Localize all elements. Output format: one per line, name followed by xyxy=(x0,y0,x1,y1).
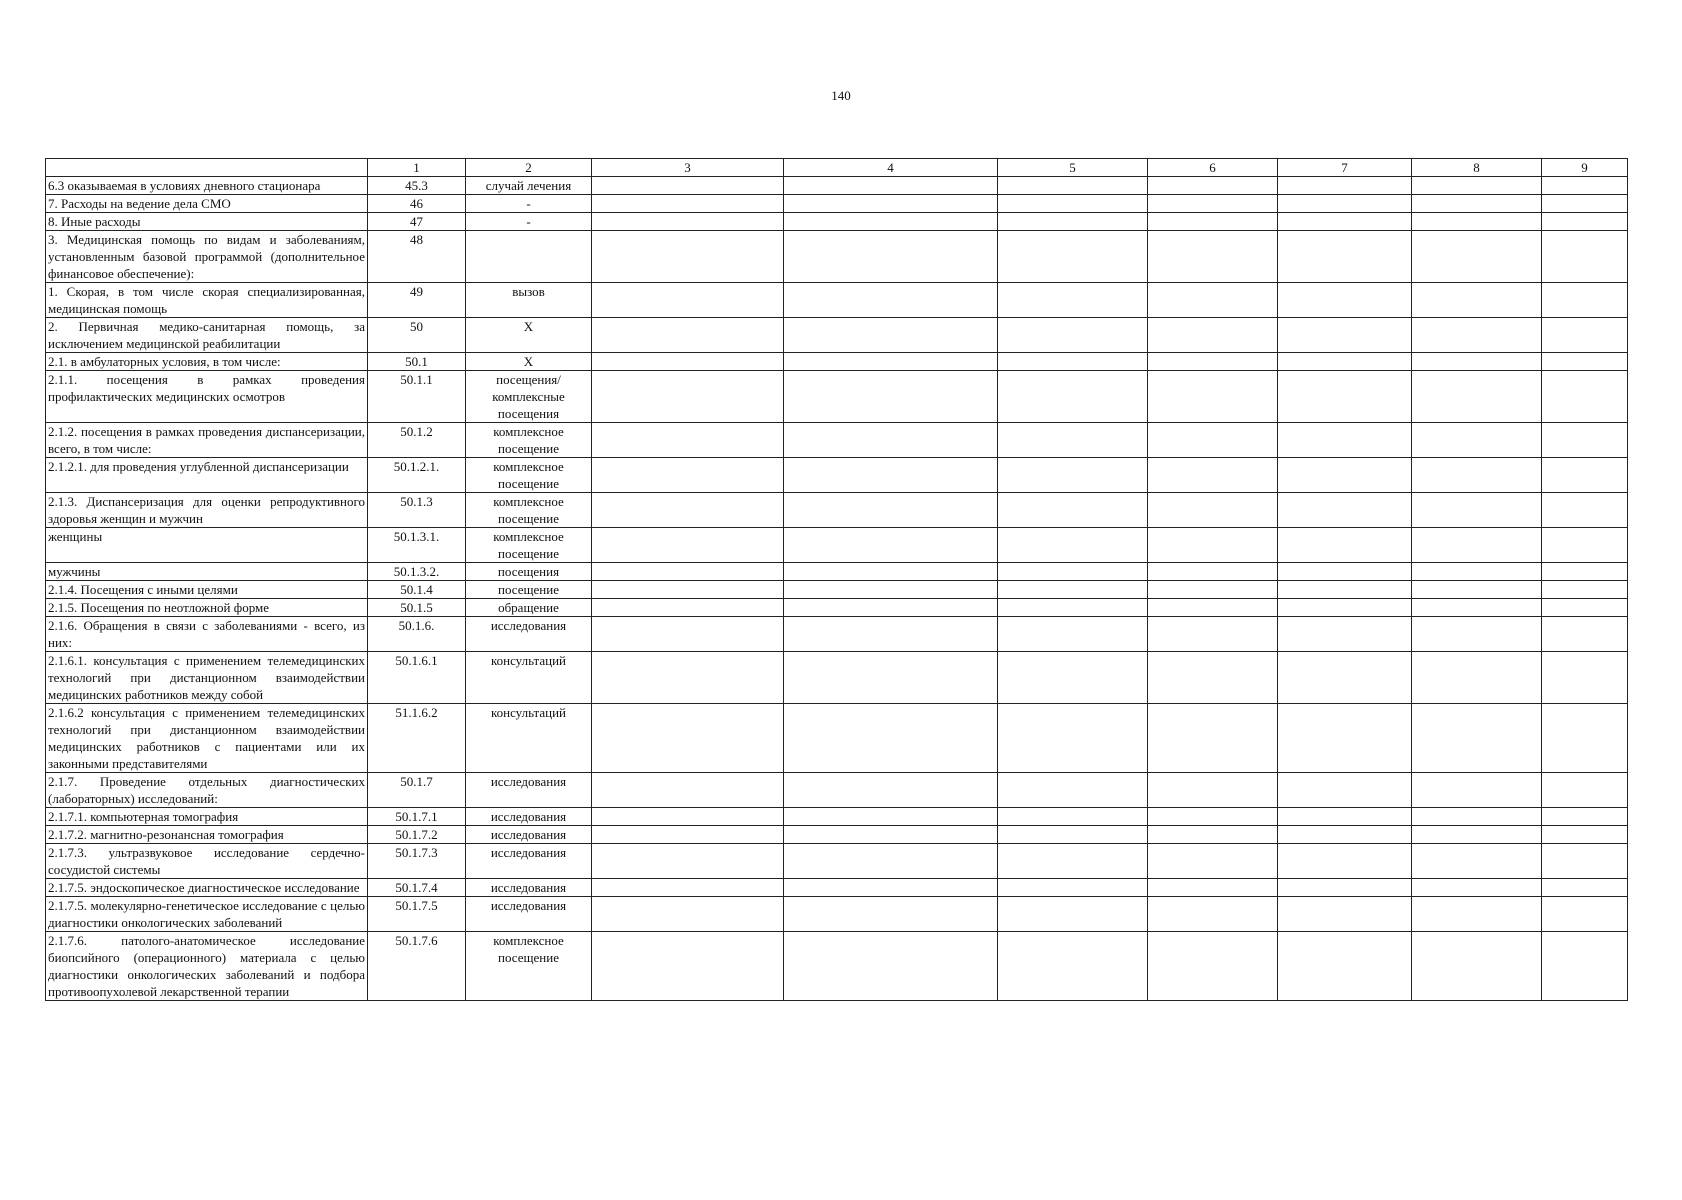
empty-value-cell xyxy=(998,177,1148,195)
row-code-cell: 50 xyxy=(368,318,466,353)
row-code-cell: 48 xyxy=(368,231,466,283)
empty-value-cell xyxy=(1542,581,1628,599)
empty-value-cell xyxy=(1412,493,1542,528)
empty-value-cell xyxy=(1412,617,1542,652)
header-cell: 2 xyxy=(466,159,592,177)
empty-value-cell xyxy=(784,528,998,563)
header-cell: 1 xyxy=(368,159,466,177)
empty-value-cell xyxy=(784,231,998,283)
row-unit-cell: Х xyxy=(466,353,592,371)
empty-value-cell xyxy=(1542,177,1628,195)
table-row xyxy=(46,458,1628,493)
report-table xyxy=(45,158,1628,1001)
empty-value-cell xyxy=(1148,704,1278,773)
row-name-cell: 2.1.3. Диспансеризация для оценки репродуктивного здоровья женщин и мужчин xyxy=(46,493,368,528)
empty-value-cell xyxy=(1148,599,1278,617)
empty-value-cell xyxy=(592,652,784,704)
empty-value-cell xyxy=(784,458,998,493)
row-name-cell: 1. Скорая, в том числе скорая специализированная, медицинская помощь xyxy=(46,283,368,318)
empty-value-cell xyxy=(998,195,1148,213)
empty-value-cell xyxy=(784,652,998,704)
empty-value-cell xyxy=(784,283,998,318)
row-unit-cell: исследования xyxy=(466,826,592,844)
empty-value-cell xyxy=(1278,458,1412,493)
row-name-cell: 8. Иные расходы xyxy=(46,213,368,231)
empty-value-cell xyxy=(1542,932,1628,1001)
empty-value-cell xyxy=(1412,563,1542,581)
empty-value-cell xyxy=(1278,493,1412,528)
empty-value-cell xyxy=(592,808,784,826)
empty-value-cell xyxy=(592,213,784,231)
row-unit-cell: консультаций xyxy=(466,704,592,773)
empty-value-cell xyxy=(998,353,1148,371)
row-code-cell: 50.1.2 xyxy=(368,423,466,458)
row-name-cell: 2.1.5. Посещения по неотложной форме xyxy=(46,599,368,617)
empty-value-cell xyxy=(1148,371,1278,423)
empty-value-cell xyxy=(998,231,1148,283)
row-unit-cell: обращение xyxy=(466,599,592,617)
empty-value-cell xyxy=(592,458,784,493)
empty-value-cell xyxy=(1148,844,1278,879)
empty-value-cell xyxy=(998,371,1148,423)
empty-value-cell xyxy=(1148,195,1278,213)
table-row xyxy=(46,826,1628,844)
table-row xyxy=(46,652,1628,704)
empty-value-cell xyxy=(998,599,1148,617)
empty-value-cell xyxy=(1148,318,1278,353)
empty-value-cell xyxy=(998,423,1148,458)
empty-value-cell xyxy=(1278,617,1412,652)
empty-value-cell xyxy=(1542,195,1628,213)
row-name-cell: 3. Медицинская помощь по видам и заболеваниям, установленным базовой программой (дополнительное финансовое обеспечение): xyxy=(46,231,368,283)
table-row xyxy=(46,283,1628,318)
empty-value-cell xyxy=(1148,581,1278,599)
empty-value-cell xyxy=(1148,423,1278,458)
row-name-cell: 2.1.7.5. молекулярно-генетическое исследование с целью диагностики онкологических заболеваний xyxy=(46,897,368,932)
empty-value-cell xyxy=(784,617,998,652)
empty-value-cell xyxy=(1148,353,1278,371)
row-name-cell: 2.1.7.3. ультразвуковое исследование сердечно-сосудистой системы xyxy=(46,844,368,879)
row-code-cell: 50.1.6. xyxy=(368,617,466,652)
empty-value-cell xyxy=(1278,213,1412,231)
empty-value-cell xyxy=(1148,897,1278,932)
row-unit-cell: комплексное посещение xyxy=(466,528,592,563)
row-name-cell: 2.1.2. посещения в рамках проведения диспансеризации, всего, в том числе: xyxy=(46,423,368,458)
empty-value-cell xyxy=(1148,283,1278,318)
empty-value-cell xyxy=(784,808,998,826)
row-unit-cell: посещения xyxy=(466,563,592,581)
row-unit-cell: исследования xyxy=(466,879,592,897)
empty-value-cell xyxy=(1542,213,1628,231)
empty-value-cell xyxy=(998,458,1148,493)
row-unit-cell: комплексное посещение xyxy=(466,493,592,528)
empty-value-cell xyxy=(1412,423,1542,458)
row-name-cell: 2.1.2.1. для проведения углубленной диспансеризации xyxy=(46,458,368,493)
empty-value-cell xyxy=(1278,844,1412,879)
row-code-cell: 50.1.1 xyxy=(368,371,466,423)
empty-value-cell xyxy=(1278,581,1412,599)
empty-value-cell xyxy=(592,932,784,1001)
table-row xyxy=(46,773,1628,808)
row-unit-cell: исследования xyxy=(466,617,592,652)
empty-value-cell xyxy=(1148,528,1278,563)
row-code-cell: 50.1 xyxy=(368,353,466,371)
empty-value-cell xyxy=(592,423,784,458)
empty-value-cell xyxy=(1278,599,1412,617)
row-unit-cell: комплексное посещение xyxy=(466,932,592,1001)
empty-value-cell xyxy=(1542,897,1628,932)
row-code-cell: 50.1.7.2 xyxy=(368,826,466,844)
empty-value-cell xyxy=(592,599,784,617)
report-table-body xyxy=(46,159,1628,1001)
row-code-cell: 50.1.3.1. xyxy=(368,528,466,563)
empty-value-cell xyxy=(784,599,998,617)
empty-value-cell xyxy=(1542,528,1628,563)
empty-value-cell xyxy=(1412,195,1542,213)
row-code-cell: 50.1.6.1 xyxy=(368,652,466,704)
empty-value-cell xyxy=(1412,652,1542,704)
table-row xyxy=(46,493,1628,528)
empty-value-cell xyxy=(1412,528,1542,563)
empty-value-cell xyxy=(1412,932,1542,1001)
empty-value-cell xyxy=(592,318,784,353)
empty-value-cell xyxy=(1412,704,1542,773)
empty-value-cell xyxy=(1148,879,1278,897)
empty-value-cell xyxy=(1278,773,1412,808)
row-unit-cell: вызов xyxy=(466,283,592,318)
empty-value-cell xyxy=(1148,177,1278,195)
table-row xyxy=(46,213,1628,231)
empty-value-cell xyxy=(1542,231,1628,283)
empty-value-cell xyxy=(998,493,1148,528)
empty-value-cell xyxy=(784,844,998,879)
empty-value-cell xyxy=(1542,283,1628,318)
row-name-cell: женщины xyxy=(46,528,368,563)
table-row xyxy=(46,318,1628,353)
row-name-cell: 7. Расходы на ведение дела СМО xyxy=(46,195,368,213)
empty-value-cell xyxy=(1278,563,1412,581)
empty-value-cell xyxy=(1278,353,1412,371)
empty-value-cell xyxy=(784,213,998,231)
row-name-cell: 2.1.7.1. компьютерная томография xyxy=(46,808,368,826)
empty-value-cell xyxy=(592,231,784,283)
empty-value-cell xyxy=(592,826,784,844)
table-row xyxy=(46,844,1628,879)
row-unit-cell: комплексное посещение xyxy=(466,423,592,458)
row-code-cell: 50.1.7.1 xyxy=(368,808,466,826)
header-cell: 9 xyxy=(1542,159,1628,177)
empty-value-cell xyxy=(1542,704,1628,773)
row-code-cell: 50.1.7.6 xyxy=(368,932,466,1001)
empty-value-cell xyxy=(592,704,784,773)
empty-value-cell xyxy=(998,773,1148,808)
row-code-cell: 50.1.3.2. xyxy=(368,563,466,581)
empty-value-cell xyxy=(998,528,1148,563)
row-code-cell: 50.1.7.3 xyxy=(368,844,466,879)
empty-value-cell xyxy=(1412,353,1542,371)
empty-value-cell xyxy=(1412,826,1542,844)
empty-value-cell xyxy=(1278,826,1412,844)
empty-value-cell xyxy=(1412,599,1542,617)
row-unit-cell xyxy=(466,231,592,283)
empty-value-cell xyxy=(998,563,1148,581)
header-cell xyxy=(46,159,368,177)
empty-value-cell xyxy=(592,563,784,581)
empty-value-cell xyxy=(1148,652,1278,704)
empty-value-cell xyxy=(1148,932,1278,1001)
empty-value-cell xyxy=(1542,371,1628,423)
empty-value-cell xyxy=(1412,581,1542,599)
row-name-cell: 2.1.4. Посещения с иными целями xyxy=(46,581,368,599)
row-unit-cell: посещение xyxy=(466,581,592,599)
empty-value-cell xyxy=(998,213,1148,231)
table-row xyxy=(46,195,1628,213)
row-name-cell: 6.3 оказываемая в условиях дневного стационара xyxy=(46,177,368,195)
empty-value-cell xyxy=(592,617,784,652)
table-row xyxy=(46,353,1628,371)
empty-value-cell xyxy=(592,844,784,879)
empty-value-cell xyxy=(1412,283,1542,318)
row-unit-cell: - xyxy=(466,213,592,231)
empty-value-cell xyxy=(1278,652,1412,704)
empty-value-cell xyxy=(784,563,998,581)
row-unit-cell: комплексное посещение xyxy=(466,458,592,493)
empty-value-cell xyxy=(1542,353,1628,371)
empty-value-cell xyxy=(1412,773,1542,808)
empty-value-cell xyxy=(998,826,1148,844)
header-cell: 8 xyxy=(1412,159,1542,177)
empty-value-cell xyxy=(1278,932,1412,1001)
header-cell: 7 xyxy=(1278,159,1412,177)
empty-value-cell xyxy=(1278,808,1412,826)
empty-value-cell xyxy=(1542,318,1628,353)
empty-value-cell xyxy=(1412,879,1542,897)
header-cell: 3 xyxy=(592,159,784,177)
empty-value-cell xyxy=(1148,563,1278,581)
empty-value-cell xyxy=(1412,897,1542,932)
table-row xyxy=(46,528,1628,563)
empty-value-cell xyxy=(1278,423,1412,458)
row-code-cell: 46 xyxy=(368,195,466,213)
table-row xyxy=(46,897,1628,932)
empty-value-cell xyxy=(592,879,784,897)
header-cell: 5 xyxy=(998,159,1148,177)
empty-value-cell xyxy=(784,581,998,599)
empty-value-cell xyxy=(592,581,784,599)
empty-value-cell xyxy=(1278,879,1412,897)
empty-value-cell xyxy=(1542,652,1628,704)
row-code-cell: 50.1.7 xyxy=(368,773,466,808)
empty-value-cell xyxy=(592,353,784,371)
row-unit-cell: консультаций xyxy=(466,652,592,704)
empty-value-cell xyxy=(592,493,784,528)
row-code-cell: 47 xyxy=(368,213,466,231)
row-code-cell: 50.1.7.5 xyxy=(368,897,466,932)
empty-value-cell xyxy=(1278,283,1412,318)
row-name-cell: 2.1.7.5. эндоскопическое диагностическое исследование xyxy=(46,879,368,897)
row-code-cell: 51.1.6.2 xyxy=(368,704,466,773)
empty-value-cell xyxy=(784,371,998,423)
empty-value-cell xyxy=(1542,879,1628,897)
row-name-cell: 2.1.6.2 консультация с применением телемедицинских технологий при дистанционном взаимодействии медицинских работников с пациентами или их законными представителями xyxy=(46,704,368,773)
row-code-cell: 50.1.7.4 xyxy=(368,879,466,897)
empty-value-cell xyxy=(1542,458,1628,493)
table-row xyxy=(46,808,1628,826)
row-name-cell: 2.1. в амбулаторных условия, в том числе: xyxy=(46,353,368,371)
empty-value-cell xyxy=(998,844,1148,879)
empty-value-cell xyxy=(998,318,1148,353)
empty-value-cell xyxy=(998,581,1148,599)
empty-value-cell xyxy=(1412,808,1542,826)
empty-value-cell xyxy=(1412,458,1542,493)
row-unit-cell: исследования xyxy=(466,773,592,808)
empty-value-cell xyxy=(784,932,998,1001)
row-code-cell: 50.1.2.1. xyxy=(368,458,466,493)
empty-value-cell xyxy=(1542,617,1628,652)
empty-value-cell xyxy=(1148,458,1278,493)
row-unit-cell: исследования xyxy=(466,897,592,932)
table-row xyxy=(46,563,1628,581)
table-row xyxy=(46,423,1628,458)
empty-value-cell xyxy=(784,318,998,353)
empty-value-cell xyxy=(998,617,1148,652)
empty-value-cell xyxy=(784,879,998,897)
row-name-cell: 2.1.7.6. патолого-анатомическое исследование биопсийного (операционного) материала с целью диагностики онкологических заболеваний и подбора противоопухолевой лекарственной терапии xyxy=(46,932,368,1001)
empty-value-cell xyxy=(784,195,998,213)
empty-value-cell xyxy=(998,808,1148,826)
empty-value-cell xyxy=(1278,195,1412,213)
empty-value-cell xyxy=(1542,563,1628,581)
empty-value-cell xyxy=(998,704,1148,773)
empty-value-cell xyxy=(998,283,1148,318)
row-unit-cell: Х xyxy=(466,318,592,353)
empty-value-cell xyxy=(1412,371,1542,423)
table-row xyxy=(46,371,1628,423)
table-row xyxy=(46,932,1628,1001)
empty-value-cell xyxy=(592,897,784,932)
table-row xyxy=(46,177,1628,195)
table-row xyxy=(46,231,1628,283)
empty-value-cell xyxy=(1148,493,1278,528)
row-name-cell: мужчины xyxy=(46,563,368,581)
header-cell: 6 xyxy=(1148,159,1278,177)
empty-value-cell xyxy=(1412,844,1542,879)
row-name-cell: 2.1.7. Проведение отдельных диагностических (лабораторных) исследований: xyxy=(46,773,368,808)
empty-value-cell xyxy=(1542,423,1628,458)
empty-value-cell xyxy=(1412,231,1542,283)
empty-value-cell xyxy=(998,879,1148,897)
empty-value-cell xyxy=(592,177,784,195)
empty-value-cell xyxy=(1278,528,1412,563)
empty-value-cell xyxy=(1542,773,1628,808)
empty-value-cell xyxy=(1148,231,1278,283)
row-name-cell: 2.1.1. посещения в рамках проведения профилактических медицинских осмотров xyxy=(46,371,368,423)
page-number: 140 xyxy=(831,88,851,103)
empty-value-cell xyxy=(998,897,1148,932)
empty-value-cell xyxy=(784,773,998,808)
empty-value-cell xyxy=(1278,318,1412,353)
empty-value-cell xyxy=(1542,826,1628,844)
empty-value-cell xyxy=(1412,213,1542,231)
row-code-cell: 49 xyxy=(368,283,466,318)
row-unit-cell: - xyxy=(466,195,592,213)
empty-value-cell xyxy=(784,704,998,773)
row-unit-cell: посещения/ комплексные посещения xyxy=(466,371,592,423)
empty-value-cell xyxy=(1278,371,1412,423)
empty-value-cell xyxy=(784,423,998,458)
empty-value-cell xyxy=(592,371,784,423)
empty-value-cell xyxy=(1278,897,1412,932)
empty-value-cell xyxy=(1412,318,1542,353)
row-code-cell: 45.3 xyxy=(368,177,466,195)
row-unit-cell: случай лечения xyxy=(466,177,592,195)
empty-value-cell xyxy=(1278,704,1412,773)
row-unit-cell: исследования xyxy=(466,844,592,879)
table-row xyxy=(46,704,1628,773)
empty-value-cell xyxy=(1412,177,1542,195)
empty-value-cell xyxy=(592,195,784,213)
empty-value-cell xyxy=(1542,599,1628,617)
empty-value-cell xyxy=(998,932,1148,1001)
empty-value-cell xyxy=(592,283,784,318)
empty-value-cell xyxy=(998,652,1148,704)
empty-value-cell xyxy=(784,826,998,844)
empty-value-cell xyxy=(1542,493,1628,528)
empty-value-cell xyxy=(1278,177,1412,195)
table-row xyxy=(46,581,1628,599)
row-name-cell: 2.1.7.2. магнитно-резонансная томография xyxy=(46,826,368,844)
empty-value-cell xyxy=(784,897,998,932)
table-row xyxy=(46,617,1628,652)
row-code-cell: 50.1.3 xyxy=(368,493,466,528)
row-name-cell: 2.1.6. Обращения в связи с заболеваниями - всего, из них: xyxy=(46,617,368,652)
empty-value-cell xyxy=(592,528,784,563)
empty-value-cell xyxy=(1148,808,1278,826)
row-name-cell: 2.1.6.1. консультация с применением телемедицинских технологий при дистанционном взаимодействии медицинских работников между собой xyxy=(46,652,368,704)
empty-value-cell xyxy=(1148,826,1278,844)
row-unit-cell: исследования xyxy=(466,808,592,826)
empty-value-cell xyxy=(1278,231,1412,283)
row-code-cell: 50.1.4 xyxy=(368,581,466,599)
empty-value-cell xyxy=(1148,773,1278,808)
empty-value-cell xyxy=(1148,617,1278,652)
empty-value-cell xyxy=(1148,213,1278,231)
header-cell: 4 xyxy=(784,159,998,177)
table-row xyxy=(46,879,1628,897)
column-number-row xyxy=(46,159,1628,177)
empty-value-cell xyxy=(592,773,784,808)
row-code-cell: 50.1.5 xyxy=(368,599,466,617)
empty-value-cell xyxy=(784,493,998,528)
empty-value-cell xyxy=(784,177,998,195)
empty-value-cell xyxy=(1542,844,1628,879)
empty-value-cell xyxy=(784,353,998,371)
table-row xyxy=(46,599,1628,617)
row-name-cell: 2. Первичная медико-санитарная помощь, за исключением медицинской реабилитации xyxy=(46,318,368,353)
empty-value-cell xyxy=(1542,808,1628,826)
